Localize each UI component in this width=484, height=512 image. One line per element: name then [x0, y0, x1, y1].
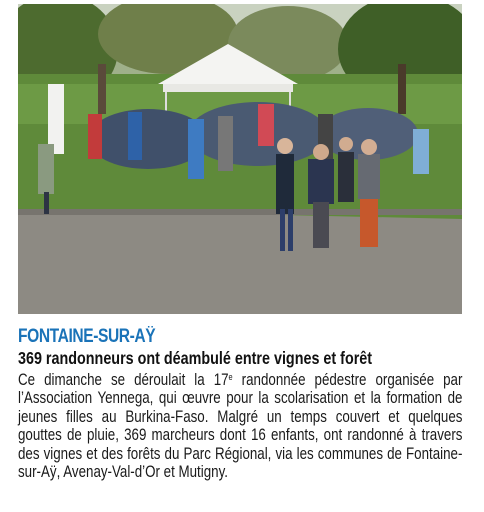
ordinal-superscript: e: [228, 372, 233, 382]
article-headline: 369 randonneurs ont déambulé entre vignes et forêt: [18, 348, 373, 368]
article-body-part2: randonnée pédestre organisée par l’Association Yennega, qui œuvre pour la scolarisation et la formation de jeunes filles au Burkina-Faso. Malgré un temps couvert et quelques gouttes de pluie, 369 marcheurs dont 16 enfants, ont randonné à travers des vignes et des forêts du Parc Régional, via les communes de Fontaine-sur-Aÿ, Avenay-Val-d’Or et Mutigny.: [18, 371, 463, 482]
article-kicker-location: FONTAINE-SUR-AŸ: [18, 326, 156, 347]
article-photo: [18, 4, 462, 314]
article-body-part1: Ce dimanche se déroulait la 17: [18, 371, 229, 389]
group-of-hikers-photo: [18, 4, 462, 314]
article-body: [18, 368, 462, 481]
